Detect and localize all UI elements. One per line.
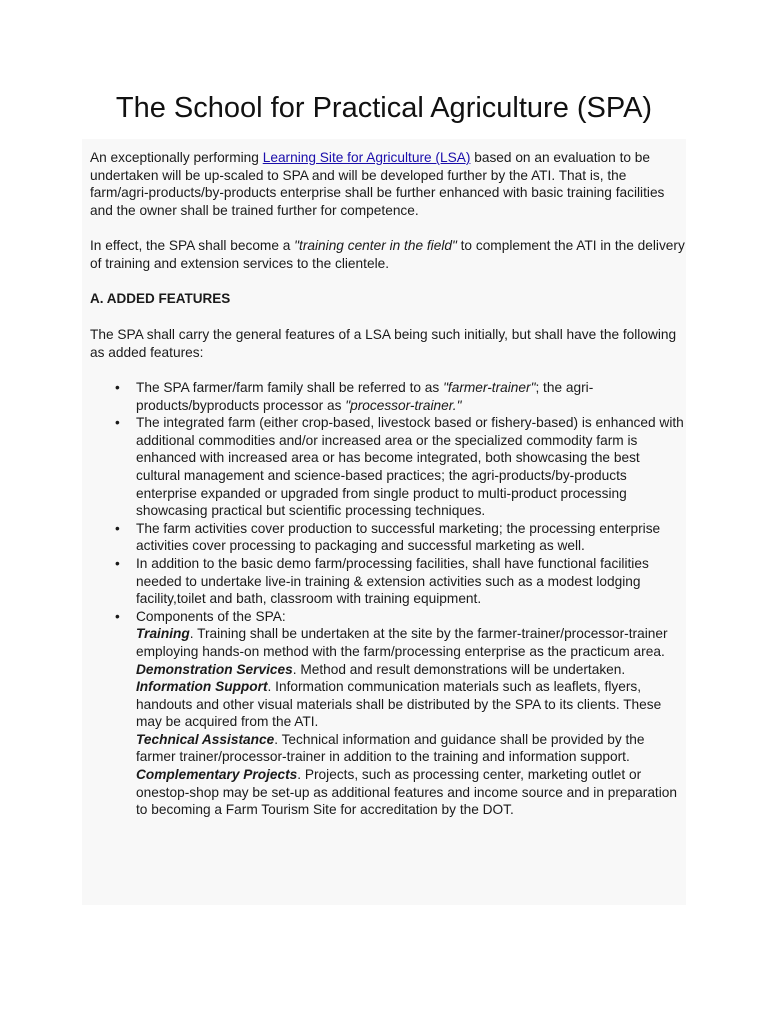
- component-label: Demonstration Services: [136, 661, 293, 677]
- list-item-text: ; the agri-products/byproducts processor as: [136, 380, 594, 413]
- list-item-text: The farm activities cover production to successful marketing; the processing enterprise activities cover processing to packaging and successful marketing as well.: [136, 520, 661, 554]
- components-intro: Components of the SPA:: [136, 608, 286, 624]
- component-label: Information Support: [136, 679, 268, 695]
- intro-text-start: An exceptionally performing: [90, 150, 263, 165]
- component-text: . Method and result demonstrations will be undertaken.: [292, 661, 626, 677]
- bullet-marker: •: [115, 555, 120, 571]
- list-item: [90, 520, 684, 555]
- page-title: The School for Practical Agriculture (SPA): [115, 92, 653, 124]
- list-item: [90, 414, 684, 520]
- component-label: Training: [136, 626, 190, 642]
- bullet-marker: •: [115, 608, 120, 624]
- list-item: [90, 379, 684, 414]
- component-text: . Technical information and guidance shall be provided by the farmer trainer/processor-trainer in addition to the training and information support.: [136, 731, 645, 765]
- intro-text-end: based on an evaluation to be undertaken will be up-scaled to SPA and will be developed further by the ATI. That is, the farm/agri-products/by-products enterprise shall be further enhanced with basic training facilities and the owner shall be trained further for competence.: [90, 150, 665, 218]
- component-technical-assistance: [136, 731, 684, 766]
- added-features-intro: The SPA shall carry the general features of a LSA being such initially, but shall have the following as added features:: [90, 327, 677, 360]
- effect-paragraph: [90, 237, 686, 272]
- list-item-text: In addition to the basic demo farm/processing facilities, shall have functional facilities needed to undertake live-in training & extension activities such as a modest lodging facility,toilet and bath, classroom with training equipment.: [136, 555, 649, 607]
- component-complementary-projects: [136, 766, 684, 819]
- list-item: [90, 555, 684, 608]
- section-heading: A. ADDED FEATURES: [90, 291, 231, 306]
- effect-text-start: In effect, the SPA shall become a: [90, 238, 295, 253]
- component-label: Technical Assistance: [136, 731, 275, 747]
- component-training: [136, 625, 684, 660]
- component-text: . Training shall be undertaken at the site by the farmer-trainer/processor-trainer employing hands-on method with the farm/processing enterprise as the practicum area.: [136, 626, 668, 659]
- effect-emphasis: "training center in the field": [294, 238, 457, 253]
- component-label: Complementary Projects: [136, 767, 298, 783]
- bullet-marker: •: [115, 415, 120, 431]
- component-demonstration-services: [136, 661, 684, 679]
- bullet-marker: •: [115, 520, 120, 536]
- component-text: . Information communication materials such as leaflets, flyers, handouts and other visual materials shall be distributed by the SPA to its clients. These may be acquired from the ATI.: [136, 679, 662, 730]
- processor-trainer-term: "processor-trainer.": [345, 397, 462, 413]
- document-body: [82, 139, 686, 905]
- list-item-text: The integrated farm (either crop-based, livestock based or fishery-based) is enhanced with additional commodities and/or increased area or the specialized commodity farm is enhanced with increased area or has become integrated, both showcasing the best cultural management and science-based practices; the agri-products/by-products enterprise expanded or upgraded from single product to multi-product processing showcasing practical but scientific processing techniques.: [136, 415, 684, 519]
- component-text: . Projects, such as processing center, marketing outlet or onestop-shop may be set-up as additional features and income source and in preparation to becoming a Farm Tourism Site for accreditation by the DOT.: [136, 767, 677, 818]
- lsa-link[interactable]: Learning Site for Agriculture (LSA): [262, 150, 471, 165]
- farmer-trainer-term: "farmer-trainer": [443, 380, 536, 395]
- bullet-marker: •: [115, 380, 120, 395]
- intro-paragraph: [90, 149, 686, 219]
- list-item: [90, 608, 684, 819]
- list-item-text: The SPA farmer/farm family shall be referred to as: [136, 380, 444, 395]
- effect-text-end: to complement the ATI in the delivery of training and extension services to the clientele.: [90, 238, 685, 271]
- feature-list: [90, 379, 684, 819]
- component-information-support: [136, 678, 684, 731]
